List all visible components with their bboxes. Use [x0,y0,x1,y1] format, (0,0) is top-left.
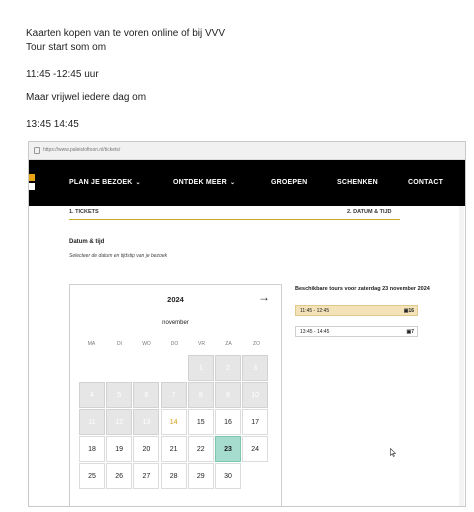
calendar-day: 12 [106,409,132,435]
main-navbar [29,160,465,206]
calendar-day: 4 [79,382,105,408]
calendar-day[interactable]: 17 [242,409,268,435]
step-tickets[interactable]: 1. TICKETS [69,209,99,215]
calendar-day[interactable]: 22 [188,436,214,462]
note-line-2: Tour start som om [26,42,107,53]
date-section-heading: Datum & tijd [69,239,105,245]
calendar-day: 8 [188,382,214,408]
nav-label: ONTDEK MEER [173,179,227,186]
calendar-day[interactable]: 19 [106,436,132,462]
calendar-day[interactable]: 30 [215,463,241,489]
weekday-label: ZA [225,341,232,347]
calendar-day[interactable]: 29 [188,463,214,489]
steps-progress-line [69,219,400,220]
step-datum-tijd[interactable]: 2. DATUM & TIJD [347,209,392,215]
note-line-5: 13:45 14:45 [26,119,79,130]
calendar-day: 6 [133,382,159,408]
calendar-day[interactable]: 27 [133,463,159,489]
calendar-day[interactable]: 15 [188,409,214,435]
weekday-label: ZO [253,341,260,347]
calendar-year: 2024 [167,295,184,304]
calendar-day[interactable]: 25 [79,463,105,489]
tour-time: 13:45 - 14:45 [300,329,330,335]
calendar-day: 11 [79,409,105,435]
browser-address-bar[interactable] [29,142,465,160]
nav-groepen[interactable]: GROEPEN [271,179,308,186]
browser-url[interactable]: https://www.paleisloftoon.nl/tickets/ [43,147,121,153]
weekday-label: DO [170,341,179,347]
ticket-icon: ▣ [403,308,409,314]
nav-label: PLAN JE BEZOEK [69,179,133,186]
ticket-icon: ▣ [406,329,412,335]
tour-availability [406,329,414,335]
chevron-down-icon: ⌄ [229,180,236,186]
tour-time: 11:45 - 12:45 [300,308,330,314]
tour-available-count: 7 [411,329,414,335]
tour-slot[interactable] [295,305,418,316]
calendar-day: 7 [161,382,187,408]
calendar-day[interactable]: 23 [215,436,241,462]
calendar-day[interactable]: 14 [161,409,187,435]
weekday-label: VR [198,341,205,347]
page-scrollbar[interactable] [459,206,464,506]
calendar-day: 13 [133,409,159,435]
weekday-label: MA [87,341,96,347]
calendar-day[interactable]: 20 [133,436,159,462]
calendar-month: november [162,320,189,326]
tour-availability [404,308,414,314]
calendar-day: 5 [106,382,132,408]
note-line-1: Kaarten kopen van te voren online of bij VVV [26,28,226,39]
calendar-day[interactable]: 16 [215,409,241,435]
note-line-3: 11:45 -12:45 uur [26,69,99,80]
calendar-day[interactable]: 28 [161,463,187,489]
calendar-day: 3 [242,355,268,381]
calendar-day[interactable]: 26 [106,463,132,489]
calendar-day: 2 [215,355,241,381]
weekday-label: DI [117,341,122,347]
calendar-day[interactable]: 18 [79,436,105,462]
website-screenshot [28,141,466,507]
site-logo[interactable] [29,174,37,192]
arrow-right-icon[interactable]: → [258,290,270,304]
tour-slot[interactable] [295,326,418,337]
date-section-subtitle: Selecteer de datum en tijdstip van je bezoek [69,253,168,259]
tours-title: Beschikbare tours voor zaterdag 23 november 2024 [295,286,430,292]
nav-contact[interactable]: CONTACT [408,179,444,186]
tour-available-count: 16 [408,308,414,314]
lock-icon [34,147,40,154]
calendar-day: 1 [188,355,214,381]
calendar-day: 10 [242,382,268,408]
nav-plan-je-bezoek[interactable] [69,179,141,186]
calendar-day: 9 [215,382,241,408]
nav-schenken[interactable]: SCHENKEN [337,179,378,186]
nav-ontdek-meer[interactable] [173,179,235,186]
calendar-day[interactable]: 24 [242,436,268,462]
calendar-day[interactable]: 21 [161,436,187,462]
chevron-down-icon: ⌄ [135,180,141,186]
mouse-cursor-icon [390,448,396,457]
note-line-4: Maar vrijwel iedere dag om [26,92,147,103]
weekday-label: WO [142,341,151,347]
calendar [69,284,282,507]
